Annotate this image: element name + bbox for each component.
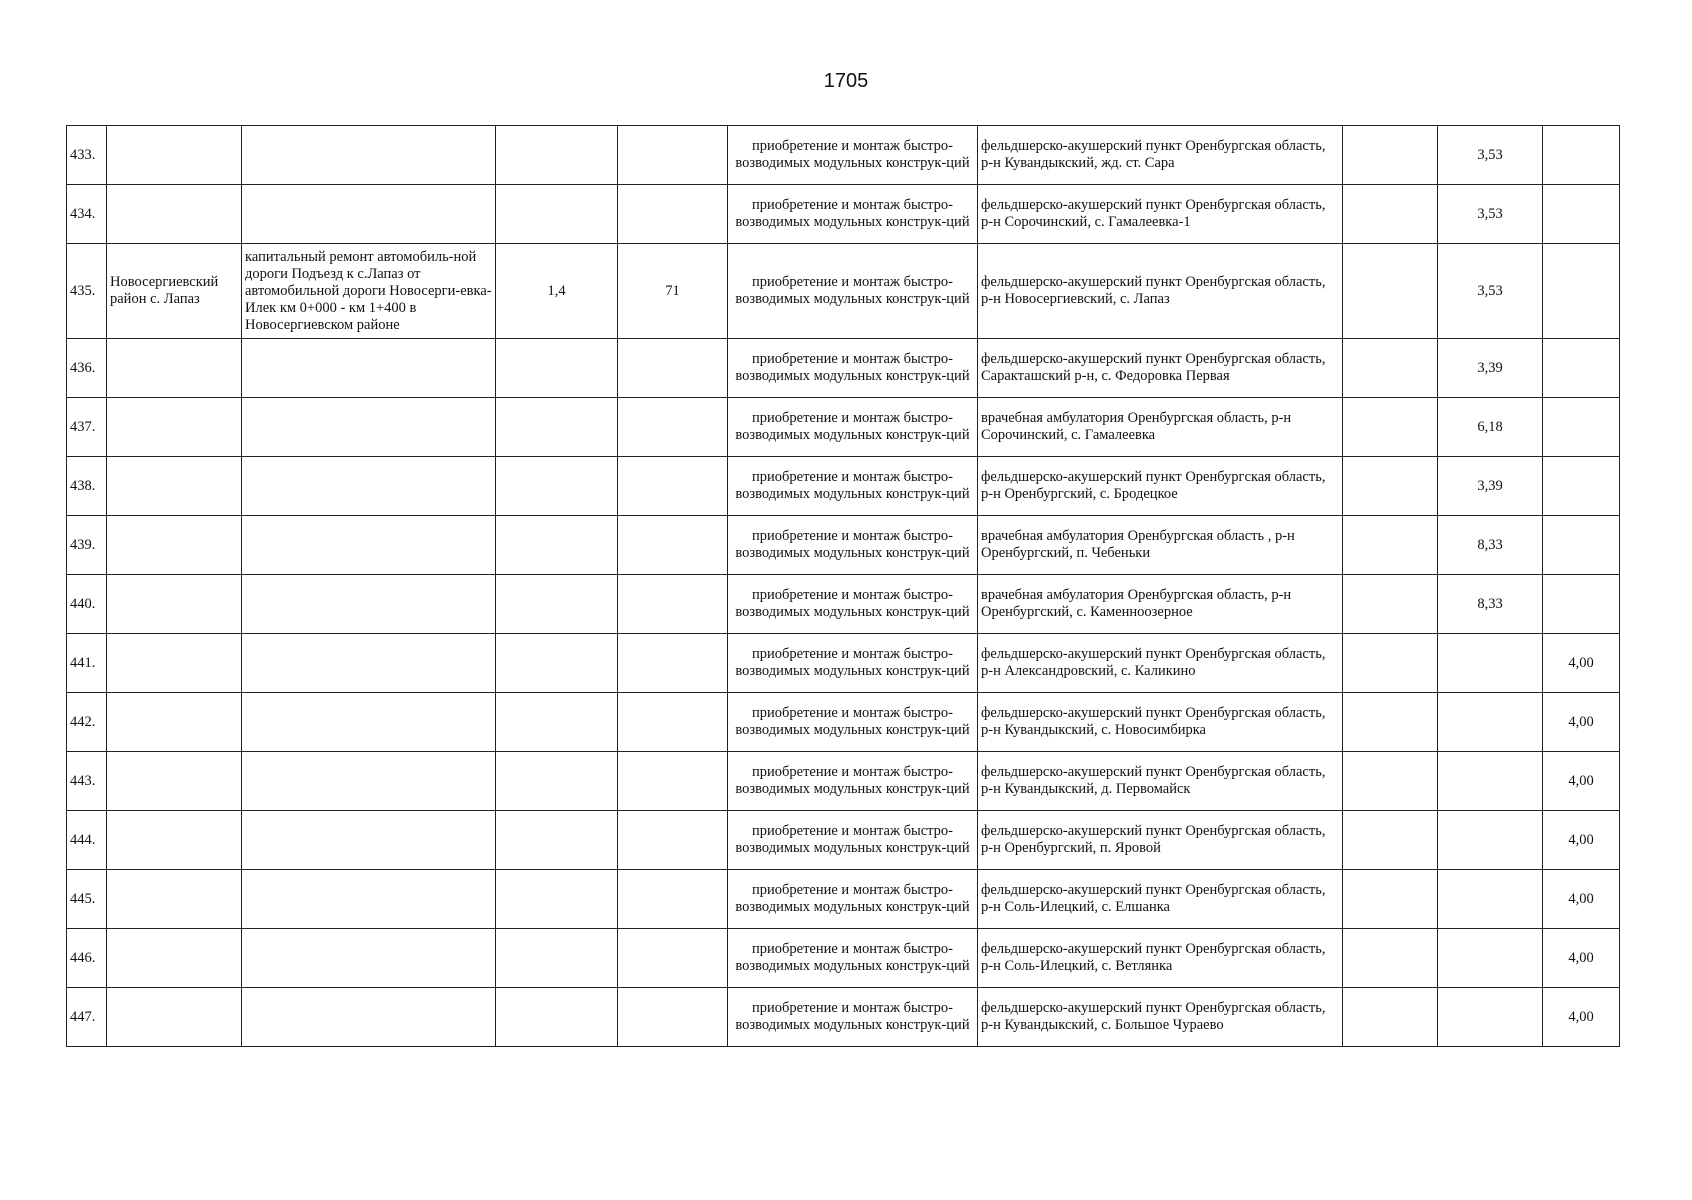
object-cell: [242, 516, 496, 575]
location-cell: фельдшерско-акушерский пункт Оренбургская область, р-н Соль-Илецкий, с. Елшанка: [978, 870, 1343, 929]
amount-b-cell: [1438, 634, 1543, 693]
amount-a-cell: [1343, 457, 1438, 516]
table-row: [67, 634, 1620, 693]
amount-a-cell: [1343, 693, 1438, 752]
value-cell: [618, 870, 728, 929]
length-cell: [496, 870, 618, 929]
location-cell: фельдшерско-акушерский пункт Оренбургская область, р-н Кувандыкский, с. Большое Чураево: [978, 988, 1343, 1047]
table-row: [67, 870, 1620, 929]
row-number: 438.: [67, 457, 107, 516]
amount-c-cell: 4,00: [1543, 811, 1620, 870]
action-cell: приобретение и монтаж быстро-возводимых модульных конструк-ций: [728, 811, 978, 870]
district-cell: [107, 185, 242, 244]
district-cell: [107, 870, 242, 929]
row-number: 435.: [67, 244, 107, 339]
location-cell: врачебная амбулатория Оренбургская область, р-н Сорочинский, с. Гамалеевка: [978, 398, 1343, 457]
amount-c-cell: [1543, 126, 1620, 185]
length-cell: [496, 811, 618, 870]
row-number: 447.: [67, 988, 107, 1047]
action-cell: приобретение и монтаж быстро-возводимых модульных конструк-ций: [728, 185, 978, 244]
location-cell: врачебная амбулатория Оренбургская область , р-н Оренбургский, п. Чебеньки: [978, 516, 1343, 575]
value-cell: [618, 339, 728, 398]
value-cell: [618, 929, 728, 988]
location-cell: врачебная амбулатория Оренбургская область, р-н Оренбургский, с. Каменноозерное: [978, 575, 1343, 634]
table-body: [67, 126, 1620, 1047]
amount-a-cell: [1343, 575, 1438, 634]
object-cell: [242, 988, 496, 1047]
object-cell: [242, 398, 496, 457]
page-number: 1705: [823, 70, 869, 92]
row-number: 437.: [67, 398, 107, 457]
district-cell: [107, 398, 242, 457]
value-cell: [618, 988, 728, 1047]
amount-b-cell: 8,33: [1438, 516, 1543, 575]
table-row: [67, 457, 1620, 516]
value-cell: 71: [618, 244, 728, 339]
amount-c-cell: [1543, 185, 1620, 244]
length-cell: [496, 929, 618, 988]
action-cell: приобретение и монтаж быстро-возводимых модульных конструк-ций: [728, 693, 978, 752]
action-cell: приобретение и монтаж быстро-возводимых модульных конструк-ций: [728, 988, 978, 1047]
length-cell: [496, 988, 618, 1047]
value-cell: [618, 457, 728, 516]
amount-a-cell: [1343, 339, 1438, 398]
amount-b-cell: [1438, 693, 1543, 752]
row-number: 443.: [67, 752, 107, 811]
length-cell: [496, 752, 618, 811]
location-cell: фельдшерско-акушерский пункт Оренбургская область, р-н Кувандыкский, с. Новосимбирка: [978, 693, 1343, 752]
district-cell: Новосергиевский район с. Лапаз: [107, 244, 242, 339]
value-cell: [618, 126, 728, 185]
table-row: [67, 126, 1620, 185]
value-cell: [618, 752, 728, 811]
object-cell: [242, 185, 496, 244]
amount-a-cell: [1343, 752, 1438, 811]
row-number: 433.: [67, 126, 107, 185]
program-table: [66, 125, 1620, 1047]
row-number: 446.: [67, 929, 107, 988]
amount-b-cell: 3,39: [1438, 457, 1543, 516]
table-row: [67, 185, 1620, 244]
amount-c-cell: [1543, 398, 1620, 457]
table-row: [67, 244, 1620, 339]
amount-b-cell: [1438, 811, 1543, 870]
length-cell: [496, 575, 618, 634]
amount-c-cell: 4,00: [1543, 870, 1620, 929]
amount-a-cell: [1343, 516, 1438, 575]
object-cell: [242, 811, 496, 870]
length-cell: [496, 398, 618, 457]
amount-b-cell: 3,53: [1438, 126, 1543, 185]
object-cell: [242, 634, 496, 693]
location-cell: фельдшерско-акушерский пункт Оренбургская область, р-н Оренбургский, п. Яровой: [978, 811, 1343, 870]
amount-b-cell: [1438, 870, 1543, 929]
amount-c-cell: 4,00: [1543, 988, 1620, 1047]
location-cell: фельдшерско-акушерский пункт Оренбургская область, р-н Александровский, с. Каликино: [978, 634, 1343, 693]
amount-c-cell: 4,00: [1543, 693, 1620, 752]
row-number: 442.: [67, 693, 107, 752]
action-cell: приобретение и монтаж быстро-возводимых модульных конструк-ций: [728, 752, 978, 811]
action-cell: приобретение и монтаж быстро-возводимых модульных конструк-ций: [728, 457, 978, 516]
length-cell: [496, 634, 618, 693]
amount-a-cell: [1343, 870, 1438, 929]
row-number: 436.: [67, 339, 107, 398]
action-cell: приобретение и монтаж быстро-возводимых модульных конструк-ций: [728, 575, 978, 634]
amount-c-cell: [1543, 339, 1620, 398]
length-cell: [496, 126, 618, 185]
amount-a-cell: [1343, 126, 1438, 185]
amount-c-cell: 4,00: [1543, 752, 1620, 811]
row-number: 434.: [67, 185, 107, 244]
length-cell: 1,4: [496, 244, 618, 339]
action-cell: приобретение и монтаж быстро-возводимых модульных конструк-ций: [728, 516, 978, 575]
amount-b-cell: [1438, 752, 1543, 811]
table-row: [67, 988, 1620, 1047]
amount-c-cell: [1543, 516, 1620, 575]
table-row: [67, 693, 1620, 752]
table-row: [67, 398, 1620, 457]
action-cell: приобретение и монтаж быстро-возводимых модульных конструк-ций: [728, 339, 978, 398]
amount-c-cell: [1543, 244, 1620, 339]
value-cell: [618, 398, 728, 457]
amount-b-cell: 6,18: [1438, 398, 1543, 457]
district-cell: [107, 634, 242, 693]
action-cell: приобретение и монтаж быстро-возводимых модульных конструк-ций: [728, 929, 978, 988]
amount-b-cell: 3,53: [1438, 185, 1543, 244]
object-cell: [242, 339, 496, 398]
amount-a-cell: [1343, 185, 1438, 244]
value-cell: [618, 516, 728, 575]
object-cell: [242, 457, 496, 516]
amount-c-cell: 4,00: [1543, 929, 1620, 988]
amount-b-cell: 3,39: [1438, 339, 1543, 398]
location-cell: фельдшерско-акушерский пункт Оренбургская область, р-н Кувандыкский, жд. ст. Сара: [978, 126, 1343, 185]
object-cell: [242, 575, 496, 634]
action-cell: приобретение и монтаж быстро-возводимых модульных конструк-ций: [728, 634, 978, 693]
amount-a-cell: [1343, 929, 1438, 988]
amount-a-cell: [1343, 811, 1438, 870]
location-cell: фельдшерско-акушерский пункт Оренбургская область, р-н Соль-Илецкий, с. Ветлянка: [978, 929, 1343, 988]
amount-a-cell: [1343, 398, 1438, 457]
row-number: 444.: [67, 811, 107, 870]
object-cell: [242, 870, 496, 929]
length-cell: [496, 185, 618, 244]
row-number: 441.: [67, 634, 107, 693]
object-cell: [242, 126, 496, 185]
action-cell: приобретение и монтаж быстро-возводимых модульных конструк-ций: [728, 126, 978, 185]
table-row: [67, 929, 1620, 988]
value-cell: [618, 185, 728, 244]
value-cell: [618, 811, 728, 870]
value-cell: [618, 693, 728, 752]
table-row: [67, 752, 1620, 811]
amount-b-cell: 3,53: [1438, 244, 1543, 339]
location-cell: фельдшерско-акушерский пункт Оренбургская область, р-н Новосергиевский, с. Лапаз: [978, 244, 1343, 339]
district-cell: [107, 988, 242, 1047]
object-cell: [242, 693, 496, 752]
row-number: 445.: [67, 870, 107, 929]
amount-c-cell: 4,00: [1543, 634, 1620, 693]
district-cell: [107, 811, 242, 870]
amount-b-cell: [1438, 929, 1543, 988]
amount-c-cell: [1543, 457, 1620, 516]
location-cell: фельдшерско-акушерский пункт Оренбургская область, Саракташский р-н, с. Федоровка Первая: [978, 339, 1343, 398]
row-number: 439.: [67, 516, 107, 575]
row-number: 440.: [67, 575, 107, 634]
table-row: [67, 575, 1620, 634]
district-cell: [107, 752, 242, 811]
object-cell: [242, 752, 496, 811]
amount-b-cell: 8,33: [1438, 575, 1543, 634]
amount-a-cell: [1343, 634, 1438, 693]
object-cell: капитальный ремонт автомобиль-ной дороги Подъезд к с.Лапаз от автомобильной дороги Новосерги-евка-Илек км 0+000 - км 1+400 в Новосергиевском районе: [242, 244, 496, 339]
value-cell: [618, 634, 728, 693]
amount-a-cell: [1343, 988, 1438, 1047]
district-cell: [107, 126, 242, 185]
district-cell: [107, 516, 242, 575]
length-cell: [496, 457, 618, 516]
district-cell: [107, 457, 242, 516]
location-cell: фельдшерско-акушерский пункт Оренбургская область, р-н Кувандыкский, д. Первомайск: [978, 752, 1343, 811]
district-cell: [107, 693, 242, 752]
table-row: [67, 516, 1620, 575]
object-cell: [242, 929, 496, 988]
amount-b-cell: [1438, 988, 1543, 1047]
action-cell: приобретение и монтаж быстро-возводимых модульных конструк-ций: [728, 244, 978, 339]
length-cell: [496, 339, 618, 398]
action-cell: приобретение и монтаж быстро-возводимых модульных конструк-ций: [728, 870, 978, 929]
table-row: [67, 811, 1620, 870]
district-cell: [107, 339, 242, 398]
amount-a-cell: [1343, 244, 1438, 339]
length-cell: [496, 516, 618, 575]
length-cell: [496, 693, 618, 752]
value-cell: [618, 575, 728, 634]
location-cell: фельдшерско-акушерский пункт Оренбургская область, р-н Сорочинский, с. Гамалеевка-1: [978, 185, 1343, 244]
location-cell: фельдшерско-акушерский пункт Оренбургская область, р-н Оренбургский, с. Бродецкое: [978, 457, 1343, 516]
action-cell: приобретение и монтаж быстро-возводимых модульных конструк-ций: [728, 398, 978, 457]
amount-c-cell: [1543, 575, 1620, 634]
table-row: [67, 339, 1620, 398]
district-cell: [107, 929, 242, 988]
district-cell: [107, 575, 242, 634]
